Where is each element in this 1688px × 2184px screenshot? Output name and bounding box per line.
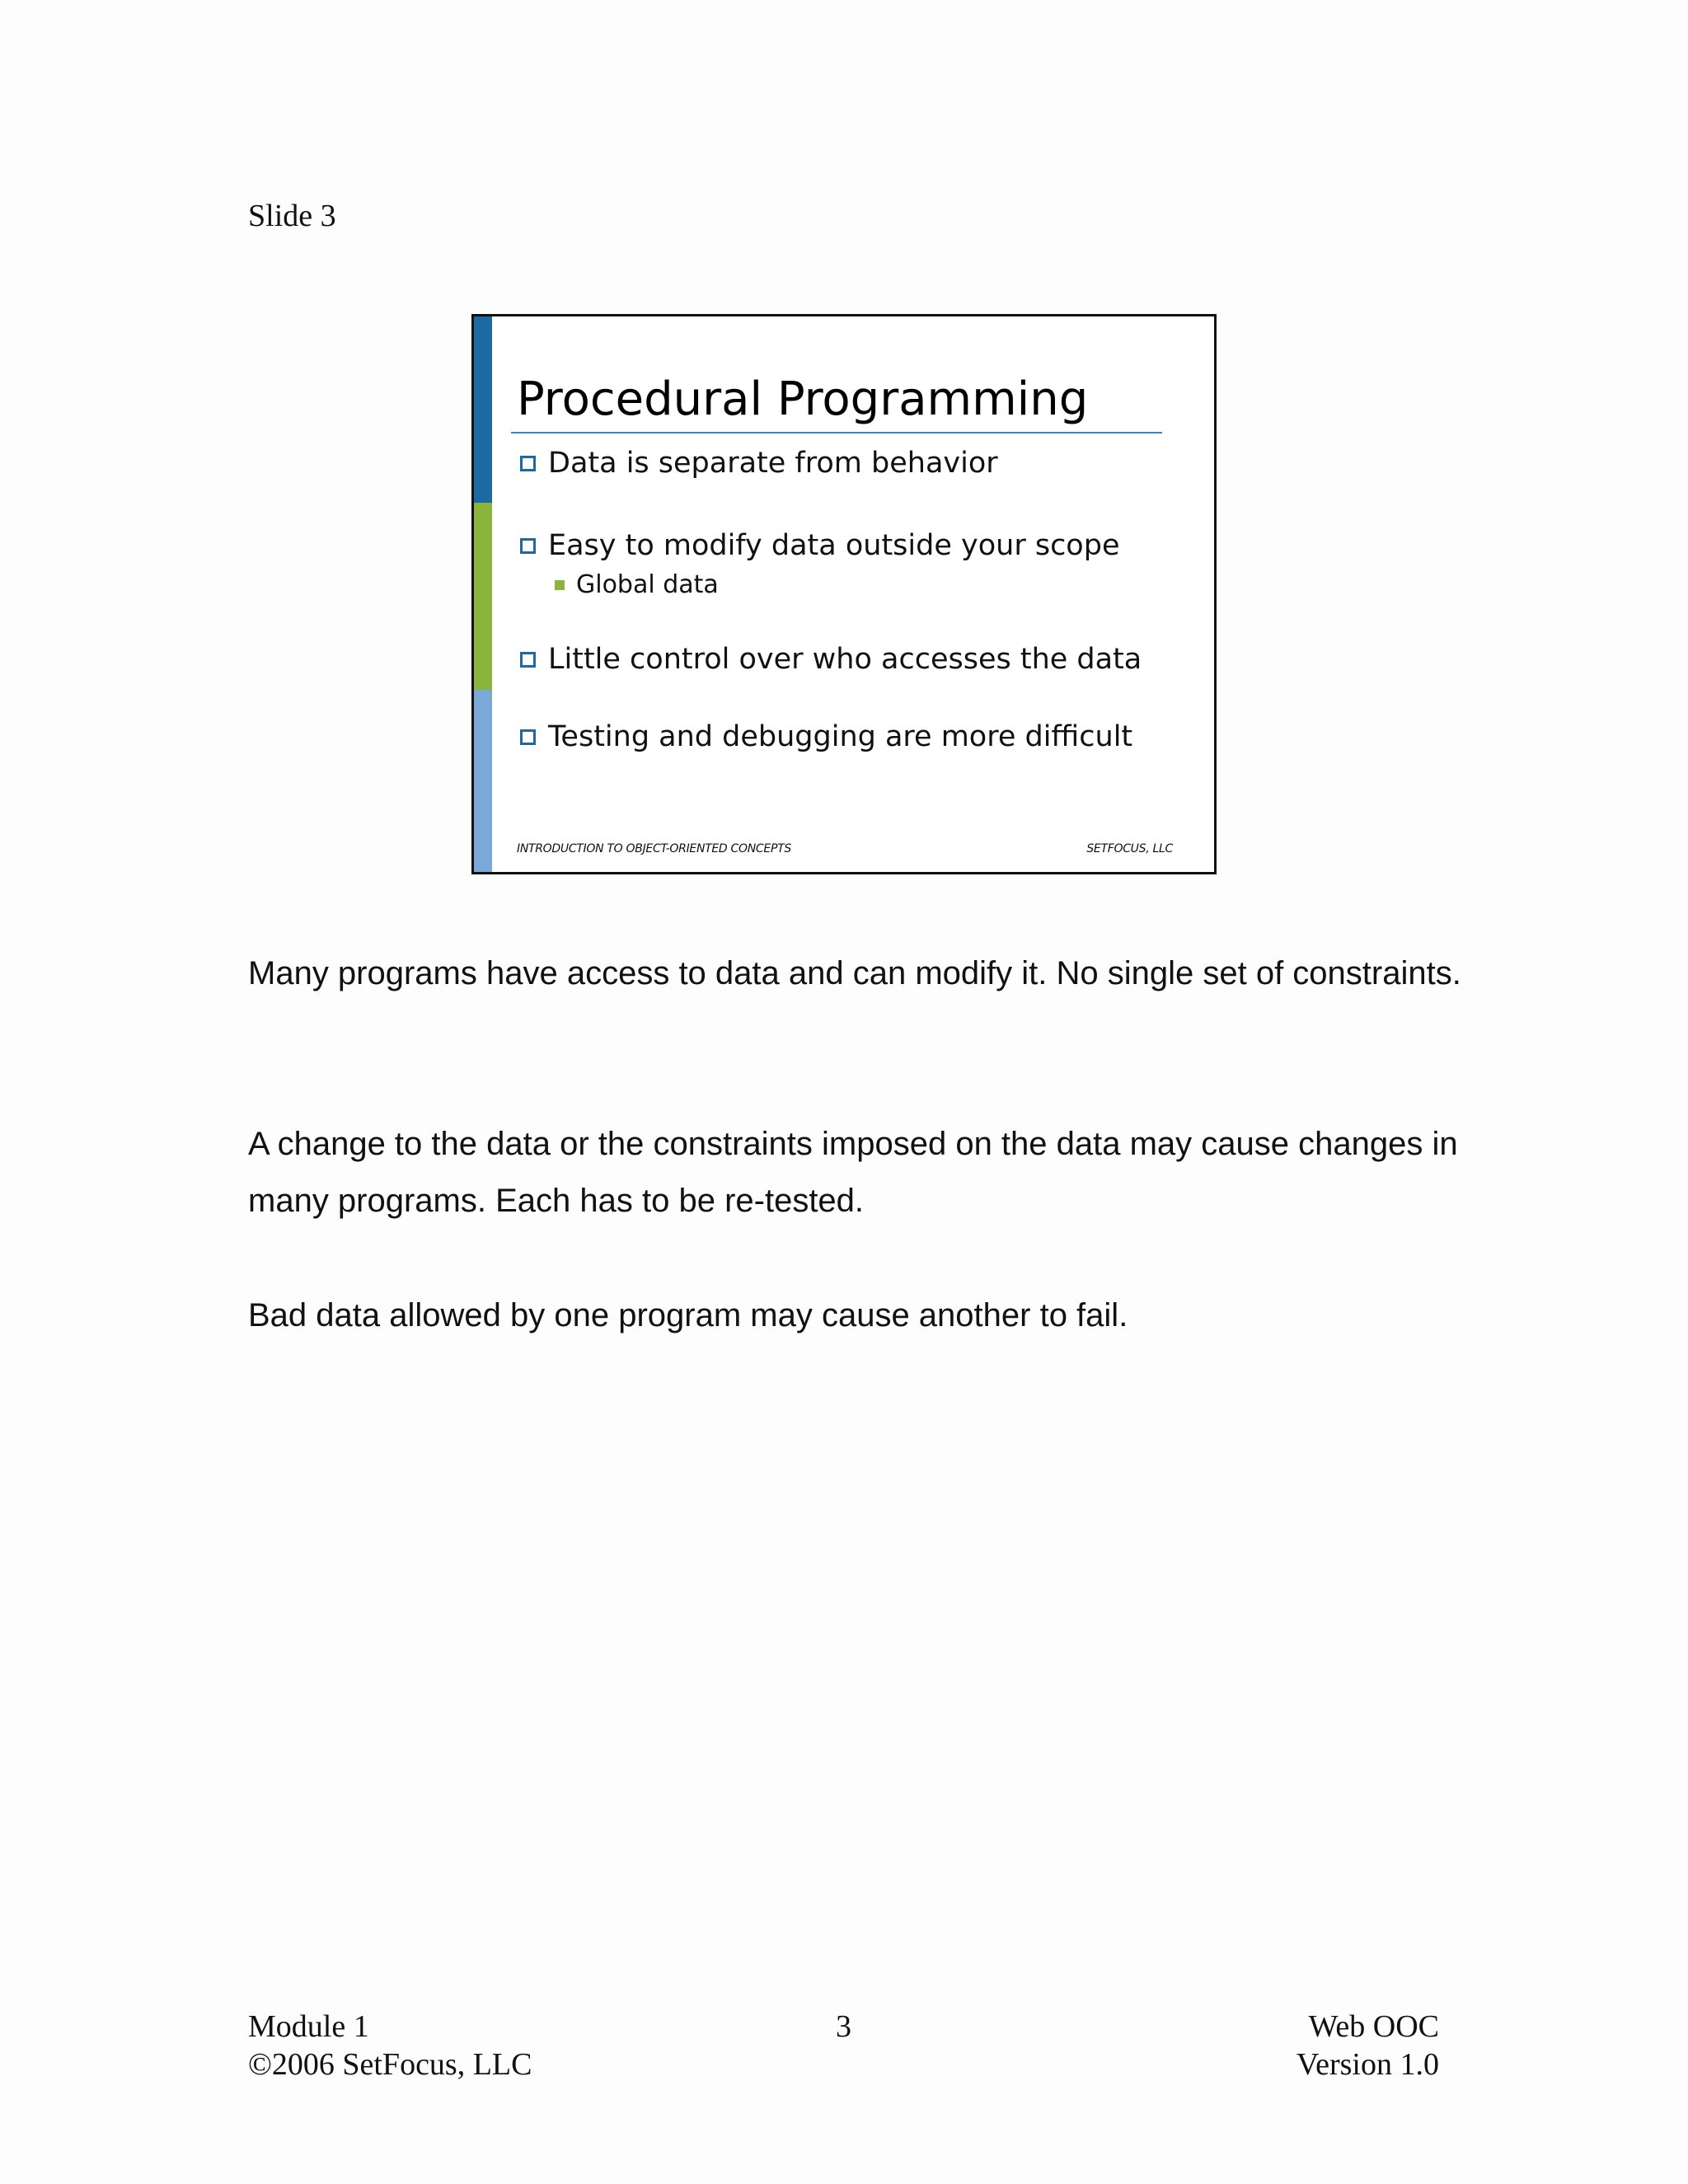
accent-bar-green [474,503,492,690]
accent-bar-blue [474,316,492,503]
hollow-square-icon [520,538,536,554]
footer-version: Version 1.0 [1296,2047,1439,2082]
footer-page-number: 3 [836,2009,851,2044]
slide-bullet-text: Testing and debugging are more difficult [548,720,1133,753]
title-underline [511,432,1162,434]
note-paragraph: A change to the data or the constraints imposed on the data may cause changes in many programs. Each has to be re-tested. [248,1126,1458,1219]
slide-bullet [520,720,1132,753]
slide-bullet-text: Data is separate from behavior [548,447,998,480]
filled-square-icon [555,580,565,590]
footer-course: Web OOC [1308,2009,1439,2044]
slide-bullet-text: Little control over who accesses the data [548,643,1142,676]
slide-accent-bar [474,316,492,872]
hollow-square-icon [520,456,536,471]
slide-sub-bullet-text: Global data [576,570,719,599]
footer-module: Module 1 [248,2009,369,2044]
accent-bar-light-blue [474,690,492,872]
slide-thumbnail [471,314,1217,874]
slide-bullet [520,447,998,480]
hollow-square-icon [520,729,536,745]
slide-title: Procedural Programming [517,373,1089,426]
hollow-square-icon [520,652,536,668]
page-heading: Slide 3 [248,199,336,233]
slide-bullet [520,529,1119,562]
slide-bullet-text: Easy to modify data outside your scope [548,529,1120,562]
slide-footer-left: INTRODUCTION TO OBJECT-ORIENTED CONCEPTS [517,842,791,855]
slide-sub-bullet [555,570,719,599]
slide-bullet [520,643,1142,676]
note-paragraph: Many programs have access to data and can modify it. No single set of constraints. [248,955,1461,991]
slide-footer-right: SETFOCUS, LLC [1086,842,1173,855]
footer-copyright: ©2006 SetFocus, LLC [248,2047,532,2082]
note-paragraph: Bad data allowed by one program may cause another to fail. [248,1297,1128,1333]
